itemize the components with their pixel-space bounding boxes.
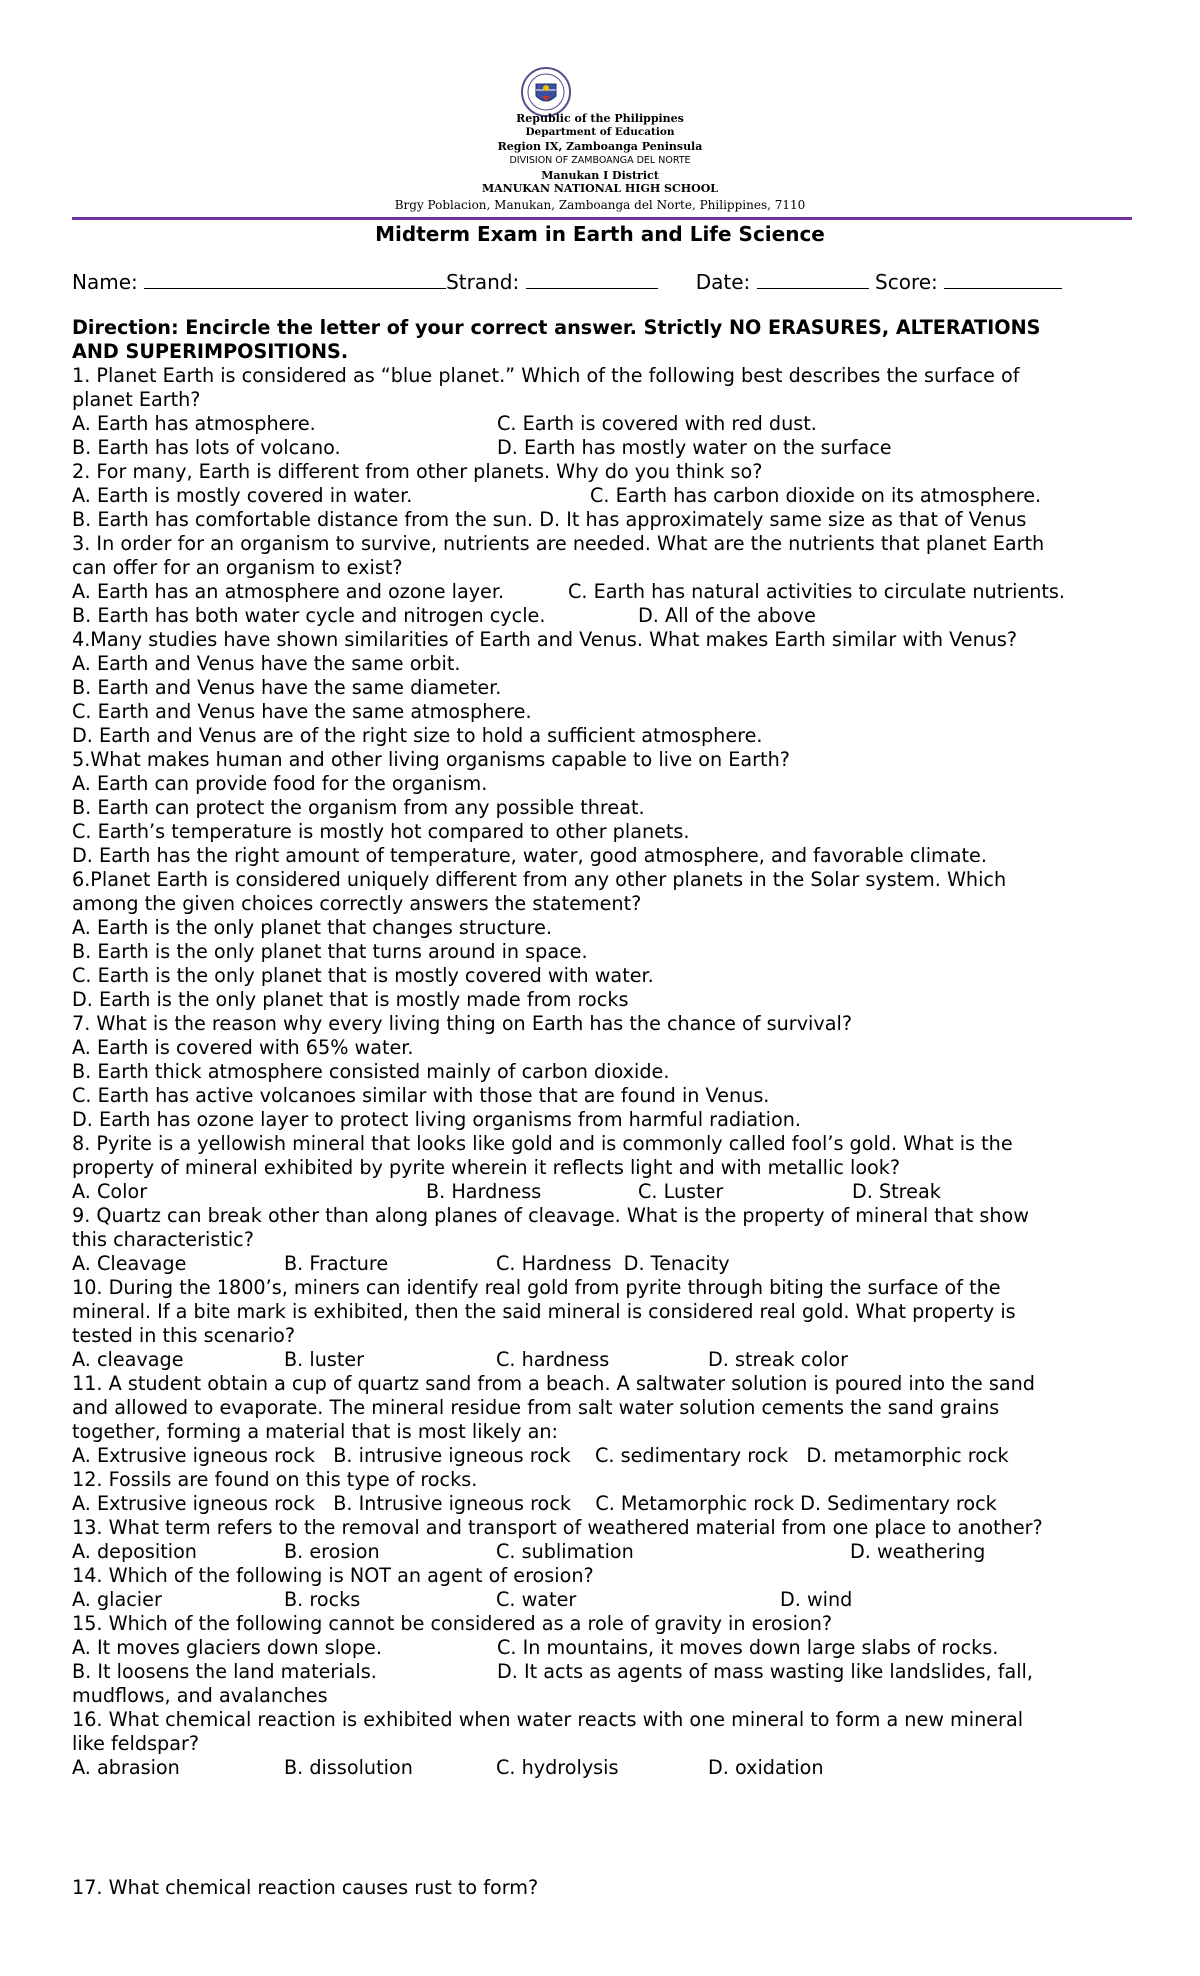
option-d[interactable]: D. All of the above xyxy=(638,604,816,627)
question-8 xyxy=(72,1132,1152,1204)
option-a[interactable]: A. Earth is mostly covered in water. xyxy=(72,484,413,507)
option-d-continued: mudflows, and avalanches xyxy=(72,1684,328,1707)
option-a[interactable]: A. Cleavage xyxy=(72,1252,187,1275)
option-b[interactable]: B. It loosens the land materials. xyxy=(72,1660,377,1683)
question-stem: can offer for an organism to exist? xyxy=(72,556,403,579)
date-label: Date: xyxy=(695,270,751,294)
option-c[interactable]: C. water xyxy=(496,1588,577,1611)
option-b[interactable]: B. Earth has lots of volcano. xyxy=(72,436,341,459)
deped-seal-icon xyxy=(520,66,572,118)
question-14 xyxy=(72,1564,1152,1612)
option-c[interactable]: C. Earth has carbon dioxide on its atmosphere. xyxy=(590,484,1042,507)
question-10 xyxy=(72,1276,1152,1372)
option-b[interactable]: B. Earth is the only planet that turns around in space. xyxy=(72,940,588,963)
option-d[interactable]: D. Streak xyxy=(852,1180,941,1203)
question-1 xyxy=(72,364,1152,460)
option-b[interactable]: B. luster xyxy=(284,1348,365,1371)
question-stem: and allowed to evaporate. The mineral residue from salt water solution cements the sand grains xyxy=(72,1396,1000,1419)
option-a[interactable]: A. Earth and Venus have the same orbit. xyxy=(72,652,461,675)
question-stem: 13. What term refers to the removal and transport of weathered material from one place to another? xyxy=(72,1516,1043,1539)
question-stem: 16. What chemical reaction is exhibited when water reacts with one mineral to form a new mineral xyxy=(72,1708,1024,1731)
direction-line: Direction: Encircle the letter of your correct answer. Strictly NO ERASURES, ALTERATIONS xyxy=(72,316,1041,339)
question-2 xyxy=(72,460,1152,532)
question-stem: among the given choices correctly answers the statement? xyxy=(72,892,642,915)
question-3 xyxy=(72,532,1152,628)
strand-label: Strand: xyxy=(446,270,520,294)
header-divider xyxy=(72,217,1132,220)
question-stem: 6.Planet Earth is considered uniquely different from any other planets in the Solar system. Which xyxy=(72,868,1007,891)
option-c[interactable]: C. Earth and Venus have the same atmosphere. xyxy=(72,700,532,723)
option-c[interactable]: C. Earth has active volcanoes similar with those that are found in Venus. xyxy=(72,1084,770,1107)
question-stem: 15. Which of the following cannot be considered as a role of gravity in erosion? xyxy=(72,1612,833,1635)
option-b[interactable]: B. Earth can protect the organism from any possible threat. xyxy=(72,796,645,819)
header-division: DIVISION OF ZAMBOANGA DEL NORTE xyxy=(509,155,691,166)
exam-title: Midterm Exam in Earth and Life Science xyxy=(375,222,825,246)
question-13 xyxy=(72,1516,1152,1564)
option-b[interactable]: B. dissolution xyxy=(284,1756,413,1779)
option-c[interactable]: C. hardness xyxy=(496,1348,610,1371)
option-d[interactable]: D. wind xyxy=(780,1588,853,1611)
option-c[interactable]: C. sublimation xyxy=(496,1540,634,1563)
option-d[interactable]: D. Earth is the only planet that is mostly made from rocks xyxy=(72,988,629,1011)
option-c[interactable]: C. Earth is covered with red dust. xyxy=(497,412,817,435)
question-stem: 5.What makes human and other living organisms capable to live on Earth? xyxy=(72,748,790,771)
option-a[interactable]: A. Earth is covered with 65% water. xyxy=(72,1036,414,1059)
option-c[interactable]: C. hydrolysis xyxy=(496,1756,619,1779)
student-info-row xyxy=(72,268,1062,294)
option-b[interactable]: B. Earth thick atmosphere consisted mainly of carbon dioxide. xyxy=(72,1060,670,1083)
option-d[interactable]: D. streak color xyxy=(708,1348,848,1371)
question-4 xyxy=(72,628,1152,748)
option-b[interactable]: B. Earth and Venus have the same diameter. xyxy=(72,676,502,699)
option-c[interactable]: C. Earth is the only planet that is mostly covered with water. xyxy=(72,964,654,987)
header-department: Department of Education xyxy=(525,126,675,138)
question-stem: like feldspar? xyxy=(72,1732,200,1755)
exam-body xyxy=(72,316,1152,1900)
question-stem: 10. During the 1800’s, miners can identify real gold from pyrite through biting the surface of the xyxy=(72,1276,1001,1299)
question-stem: tested in this scenario? xyxy=(72,1324,296,1347)
option-a[interactable]: A. cleavage xyxy=(72,1348,184,1371)
question-stem: 17. What chemical reaction causes rust to form? xyxy=(72,1876,539,1899)
option-c[interactable]: C. In mountains, it moves down large slabs of rocks. xyxy=(497,1636,999,1659)
header-school: MANUKAN NATIONAL HIGH SCHOOL xyxy=(481,182,719,195)
option-b[interactable]: B. Earth has both water cycle and nitrogen cycle. xyxy=(72,604,546,627)
option-d[interactable]: D. weathering xyxy=(850,1540,986,1563)
option-c-d[interactable]: C. Hardness D. Tenacity xyxy=(496,1252,730,1275)
option-a[interactable]: A. Earth has an atmosphere and ozone layer. xyxy=(72,580,505,603)
option-c[interactable]: C. Earth has natural activities to circulate nutrients. xyxy=(568,580,1066,603)
name-label: Name: xyxy=(72,270,138,294)
option-b-d[interactable]: B. Earth has comfortable distance from the sun. D. It has approximately same size as that of Venus xyxy=(72,508,1027,531)
option-b[interactable]: B. Hardness xyxy=(426,1180,542,1203)
strand-input-line[interactable] xyxy=(526,268,658,289)
question-stem: together, forming a material that is most likely an: xyxy=(72,1420,558,1443)
options-row[interactable]: A. Extrusive igneous rock B. intrusive igneous rock C. sedimentary rock D. metamorphic rock xyxy=(72,1444,1009,1467)
question-stem: this characteristic? xyxy=(72,1228,254,1251)
option-d[interactable]: D. Earth and Venus are of the right size to hold a sufficient atmosphere. xyxy=(72,724,763,747)
option-d[interactable]: D. oxidation xyxy=(708,1756,824,1779)
option-a[interactable]: A. Earth has atmosphere. xyxy=(72,412,316,435)
question-stem: 4.Many studies have shown similarities of Earth and Venus. What makes Earth similar with Venus? xyxy=(72,628,1018,651)
option-a[interactable]: A. deposition xyxy=(72,1540,197,1563)
header-region: Region IX, Zamboanga Peninsula xyxy=(497,140,703,153)
option-b[interactable]: B. rocks xyxy=(284,1588,361,1611)
question-12 xyxy=(72,1468,1152,1516)
option-a[interactable]: A. Color xyxy=(72,1180,148,1203)
question-stem: 9. Quartz can break other than along planes of cleavage. What is the property of mineral that show xyxy=(72,1204,1029,1227)
date-input-line[interactable] xyxy=(757,268,869,289)
header-district: Manukan I District xyxy=(541,169,659,182)
direction-line: AND SUPERIMPOSITIONS. xyxy=(72,340,349,363)
option-c[interactable]: C. Earth’s temperature is mostly hot compared to other planets. xyxy=(72,820,690,843)
question-stem: 3. In order for an organism to survive, nutrients are needed. What are the nutrients that planet Earth xyxy=(72,532,1045,555)
option-a[interactable]: A. glacier xyxy=(72,1588,162,1611)
score-label: Score: xyxy=(875,270,938,294)
question-stem: 8. Pyrite is a yellowish mineral that looks like gold and is commonly called fool’s gold. What is the xyxy=(72,1132,1013,1155)
question-11 xyxy=(72,1372,1152,1468)
option-a[interactable]: A. abrasion xyxy=(72,1756,180,1779)
option-b[interactable]: B. Fracture xyxy=(284,1252,389,1275)
question-stem: 7. What is the reason why every living thing on Earth has the chance of survival? xyxy=(72,1012,853,1035)
option-d[interactable]: D. It acts as agents of mass wasting like landslides, fall, xyxy=(497,1660,1033,1683)
question-9 xyxy=(72,1204,1152,1276)
header-address: Brgy Poblacion, Manukan, Zamboanga del Norte, Philippines, 7110 xyxy=(394,198,806,212)
question-stem: 14. Which of the following is NOT an agent of erosion? xyxy=(72,1564,594,1587)
question-stem: planet Earth? xyxy=(72,388,201,411)
question-5 xyxy=(72,748,1152,868)
options-row[interactable]: A. Extrusive igneous rock B. Intrusive igneous rock C. Metamorphic rock D. Sedimentary rock xyxy=(72,1492,997,1515)
question-15 xyxy=(72,1612,1152,1708)
option-a[interactable]: A. Earth can provide food for the organism. xyxy=(72,772,488,795)
question-stem: 12. Fossils are found on this type of rocks. xyxy=(72,1468,478,1491)
question-stem: mineral. If a bite mark is exhibited, then the said mineral is considered real gold. What property is xyxy=(72,1300,1016,1323)
option-c[interactable]: C. Luster xyxy=(638,1180,724,1203)
option-d[interactable]: D. Earth has mostly water on the surface xyxy=(497,436,892,459)
option-d[interactable]: D. Earth has the right amount of temperature, water, good atmosphere, and favorable climate. xyxy=(72,844,987,867)
question-stem: property of mineral exhibited by pyrite wherein it reflects light and with metallic look? xyxy=(72,1156,901,1179)
name-input-line[interactable] xyxy=(144,268,446,289)
option-a[interactable]: A. It moves glaciers down slope. xyxy=(72,1636,382,1659)
question-stem: 2. For many, Earth is different from other planets. Why do you think so? xyxy=(72,460,763,483)
score-input-line[interactable] xyxy=(944,268,1062,289)
question-7 xyxy=(72,1012,1152,1132)
option-a[interactable]: A. Earth is the only planet that changes structure. xyxy=(72,916,553,939)
question-17 xyxy=(72,1876,1152,1900)
header-republic: Republic of the Philippines xyxy=(516,112,684,125)
question-6 xyxy=(72,868,1152,1012)
question-stem: 11. A student obtain a cup of quartz sand from a beach. A saltwater solution is poured into the sand xyxy=(72,1372,1035,1395)
option-b[interactable]: B. erosion xyxy=(284,1540,380,1563)
question-stem: 1. Planet Earth is considered as “blue planet.” Which of the following best describes the surface of xyxy=(72,364,1020,387)
question-16 xyxy=(72,1708,1152,1780)
option-d[interactable]: D. Earth has ozone layer to protect living organisms from harmful radiation. xyxy=(72,1108,801,1131)
